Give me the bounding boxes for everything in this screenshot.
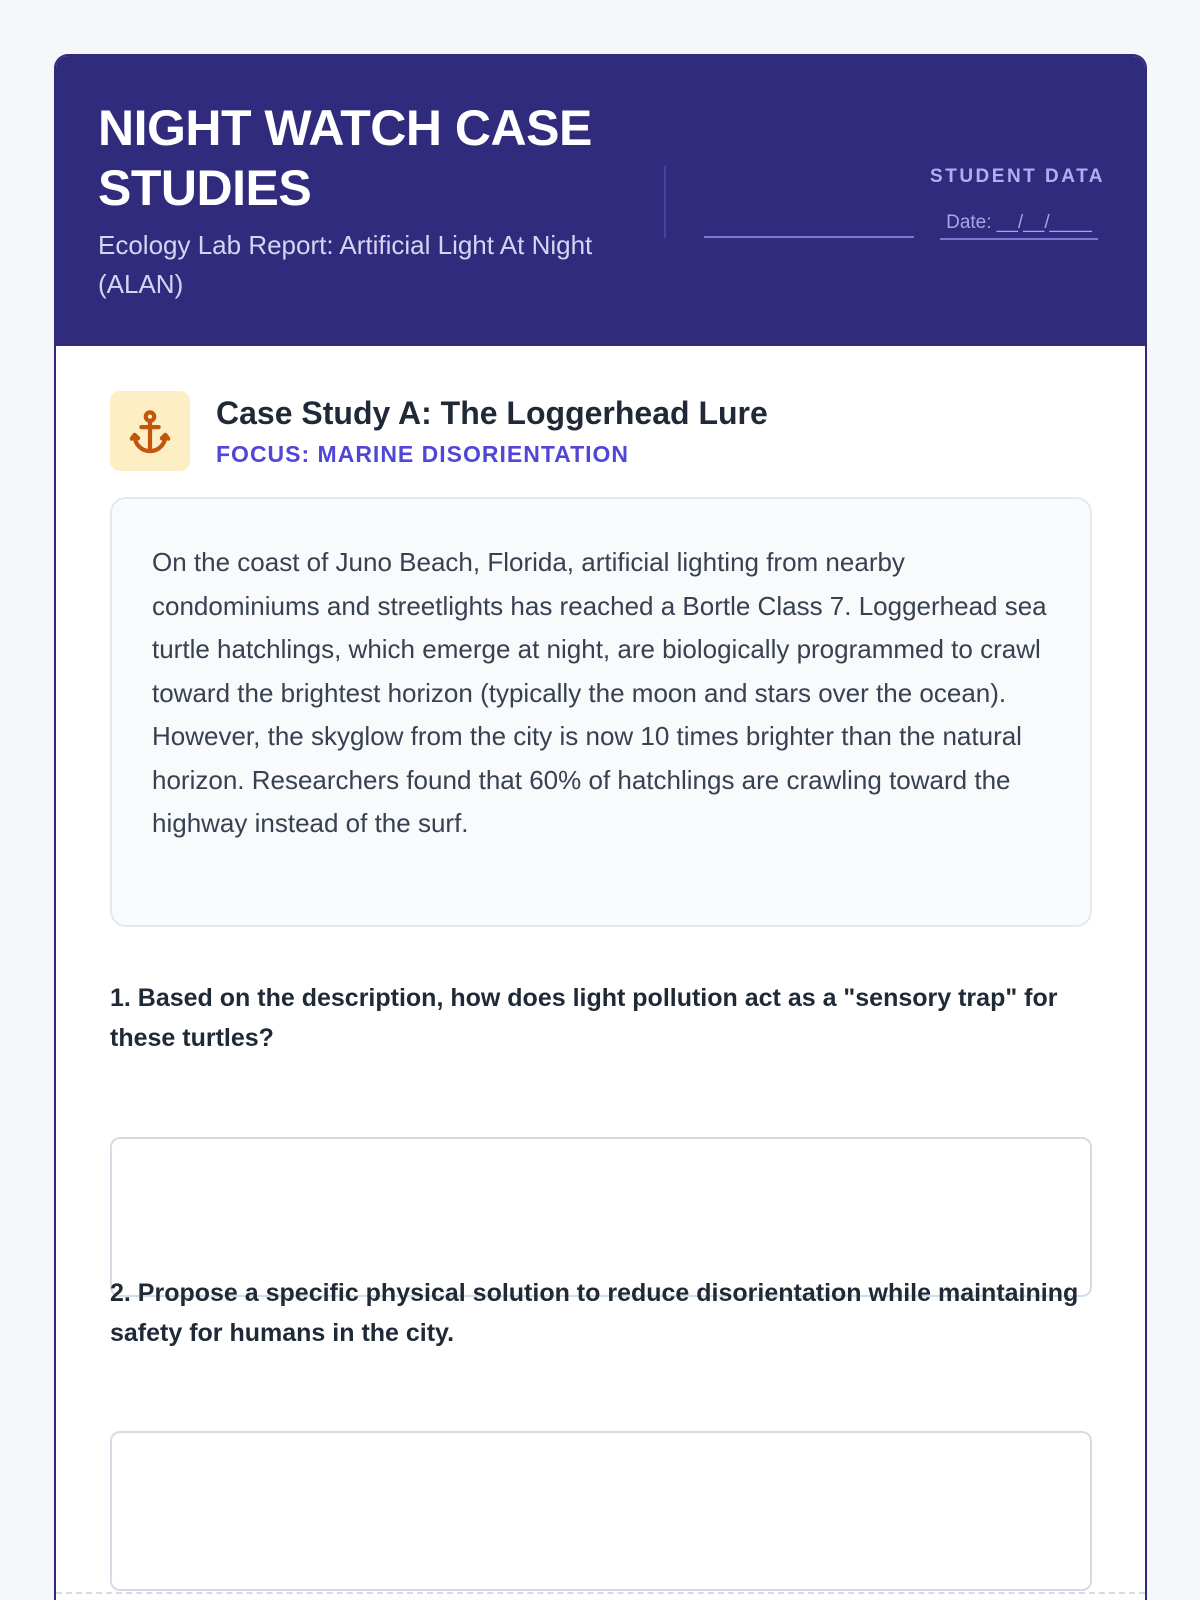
case-study-title: Case Study A: The Loggerhead Lure — [216, 395, 768, 431]
page-title: NIGHT WATCH CASE STUDIES — [98, 100, 592, 216]
case-study-narrative: On the coast of Juno Beach, Florida, artificial lighting from nearby condominiums and streetlights has reached a Bortle Class 7. Loggerhead sea turtle hatchlings, which emerge at night, are biologically programmed to crawl toward the brightest horizon (typically the moon and stars over the ocean). However, the skyglow from the city is now 10 times brighter than the natural horizon. Researchers found that 60% of hatchlings are crawling toward the highway instead of the surf. — [110, 497, 1092, 927]
section-divider — [56, 1592, 1145, 1594]
page-subtitle: Ecology Lab Report: Artificial Light At Night (ALAN) — [98, 230, 593, 299]
student-name-line[interactable] — [704, 236, 914, 238]
worksheet — [54, 54, 1147, 1600]
answer-2-field[interactable] — [110, 1431, 1092, 1591]
question-1: 1. Based on the description, how does light pollution act as a "sensory trap" for these turtles? — [110, 984, 1058, 1052]
date-field[interactable]: Date: __/__/____ — [940, 212, 1098, 240]
header-divider — [664, 166, 666, 238]
worksheet-header — [56, 56, 1145, 346]
student-data-label: STUDENT DATA — [930, 166, 1105, 187]
case-study-focus: FOCUS: MARINE DISORIENTATION — [216, 441, 630, 467]
question-2: 2. Propose a specific physical solution to reduce disorientation while maintaining safety for humans in the city. — [110, 1279, 1079, 1347]
anchor-icon — [110, 391, 190, 471]
